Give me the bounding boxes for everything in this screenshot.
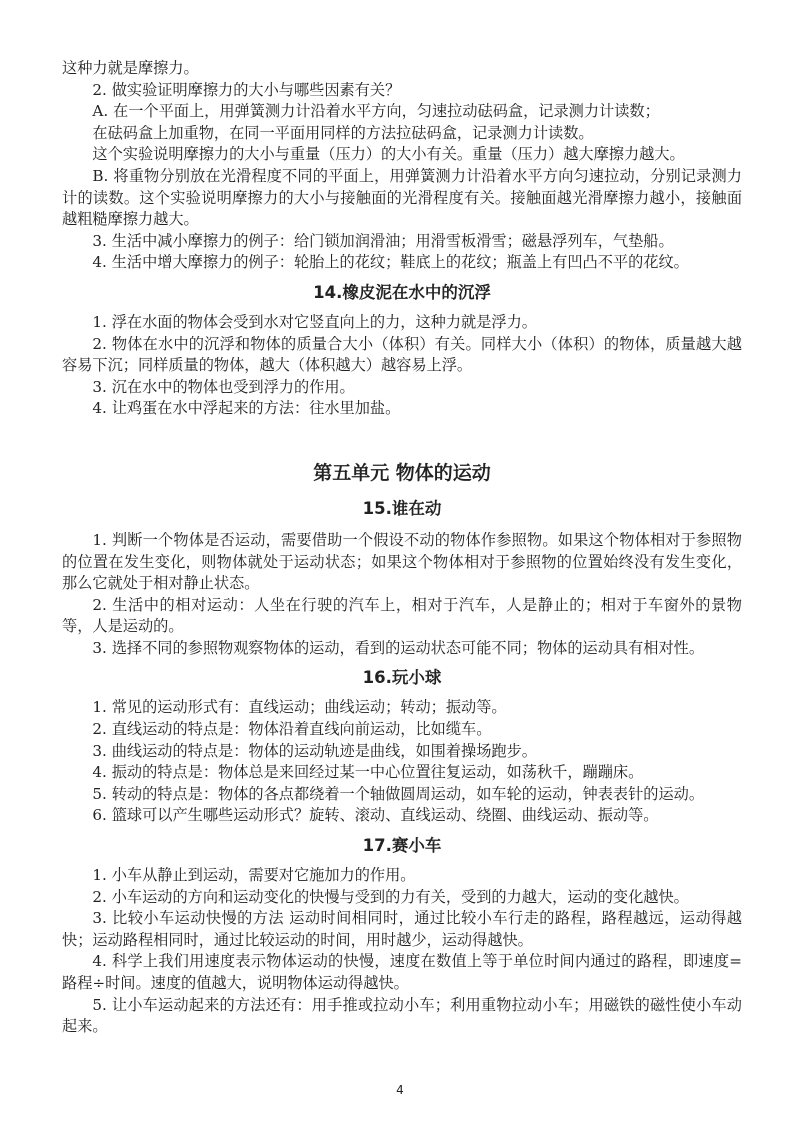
paragraph: 2. 生活中的相对运动：人坐在行驶的汽车上，相对于汽车，人是静止的；相对于车窗外的景物等，人是运动的。 <box>62 595 742 636</box>
paragraph: 3. 沉在水中的物体也受到浮力的作用。 <box>92 377 355 396</box>
paragraph: 3. 生活中减小摩擦力的例子：给门锁加润滑油；用滑雪板滑雪；磁悬浮列车，气垫船。 <box>92 231 674 250</box>
section-title-17: 17.赛小车 <box>362 836 442 856</box>
paragraph: 这种力就是摩擦力。 <box>62 59 199 77</box>
paragraph: 这个实验说明摩擦力的大小与重量（压力）的大小有关。重量（压力）越大摩擦力越大。 <box>92 145 685 164</box>
paragraph: 3. 曲线运动的特点是：物体的运动轨迹是曲线，如围着操场跑步。 <box>92 741 537 760</box>
page-number: 4 <box>396 1083 404 1097</box>
paragraph: 在砝码盒上加重物，在同一平面用同样的方法拉砝码盒，记录测力计读数。 <box>92 123 594 142</box>
paragraph: 6. 篮球可以产生哪些运动形式？旋转、滚动、直线运动、绕圈、曲线运动、振动等。 <box>92 806 659 825</box>
paragraph: A. 在一个平面上，用弹簧测力计沿着水平方向，匀速拉动砝码盒，记录测力计读数； <box>92 102 660 121</box>
paragraph: 4. 让鸡蛋在水中浮起来的方法：往水里加盐。 <box>92 399 401 418</box>
section-title-15: 15.谁在动 <box>362 498 442 518</box>
paragraph: B. 将重物分别放在光滑程度不同的平面上，用弹簧测力计沿着水平方向匀速拉动，分别记录测力计的读数。这个实验说明摩擦力的大小与接触面的光滑程度有关。接触面越光滑摩擦力越小，接触面越粗糙摩擦力越大。 <box>62 166 742 229</box>
section-17-body <box>62 865 742 1038</box>
paragraph: 4. 科学上我们用速度表示物体运动的快慢，速度在数值上等于单位时间内通过的路程，即速度=路程÷时间。速度的值越大，说明物体运动得越快。 <box>62 952 742 992</box>
section-14-body <box>62 312 742 420</box>
unit-title: 第五单元 物体的运动 <box>313 461 491 484</box>
paragraph: 4. 生活中增大摩擦力的例子：轮胎上的花纹；鞋底上的花纹；瓶盖上有凹凸不平的花纹。 <box>92 253 689 272</box>
section-title-14: 14.橡皮泥在水中的沉浮 <box>313 282 491 302</box>
paragraph: 4. 振动的特点是：物体总是来回经过某一中心位置往复运动，如荡秋千，蹦蹦床。 <box>92 763 644 782</box>
paragraph: 1. 判断一个物体是否运动，需要借助一个假设不动的物体作参照物。如果这个物体相对于参照物的位置在发生变化，则物体就处于运动状态；如果这个物体相对于参照物的位置始终没有发生变化，那么它就处于相对静止状态。 <box>62 530 742 593</box>
friction-continued-block <box>62 58 742 274</box>
section-16-body <box>62 697 742 827</box>
paragraph: 2. 小车运动的方向和运动变化的快慢与受到的力有关，受到的力越大，运动的变化越快。 <box>92 887 689 906</box>
document-page <box>62 58 742 1038</box>
section-title-16: 16.玩小球 <box>362 668 442 688</box>
paragraph: 2. 直线运动的特点是：物体沿着直线向前运动，比如缆车。 <box>92 720 492 739</box>
paragraph: 1. 小车从静止到运动，需要对它施加力的作用。 <box>92 866 416 885</box>
paragraph: 3. 比较小车运动快慢的方法 运动时间相同时，通过比较小车行走的路程，路程越远，运动得越快；运动路程相同时，通过比较运动的时间，用时越少，运动得越快。 <box>62 909 742 949</box>
paragraph: 1. 常见的运动形式有：直线运动；曲线运动；转动；振动等。 <box>92 698 507 717</box>
paragraph: 5. 转动的特点是：物体的各点都绕着一个轴做圆周运动，如车轮的运动，钟表表针的运动。 <box>92 784 705 803</box>
section-15-body <box>62 530 742 660</box>
paragraph: 1. 浮在水面的物体会受到水对它竖直向上的力，这种力就是浮力。 <box>92 312 537 331</box>
paragraph: 2. 物体在水中的沉浮和物体的质量合大小（体积）有关。同样大小（体积）的物体，质量越大越容易下沉；同样质量的物体，越大（体积越大）越容易上浮。 <box>62 334 742 375</box>
paragraph: 3. 选择不同的参照物观察物体的运动，看到的运动状态可能不同；物体的运动具有相对性。 <box>92 638 705 657</box>
paragraph: 5. 让小车运动起来的方法还有：用手推或拉动小车；利用重物拉动小车；用磁铁的磁性使小车动起来。 <box>62 995 742 1036</box>
paragraph: 2. 做实验证明摩擦力的大小与哪些因素有关？ <box>92 80 401 99</box>
